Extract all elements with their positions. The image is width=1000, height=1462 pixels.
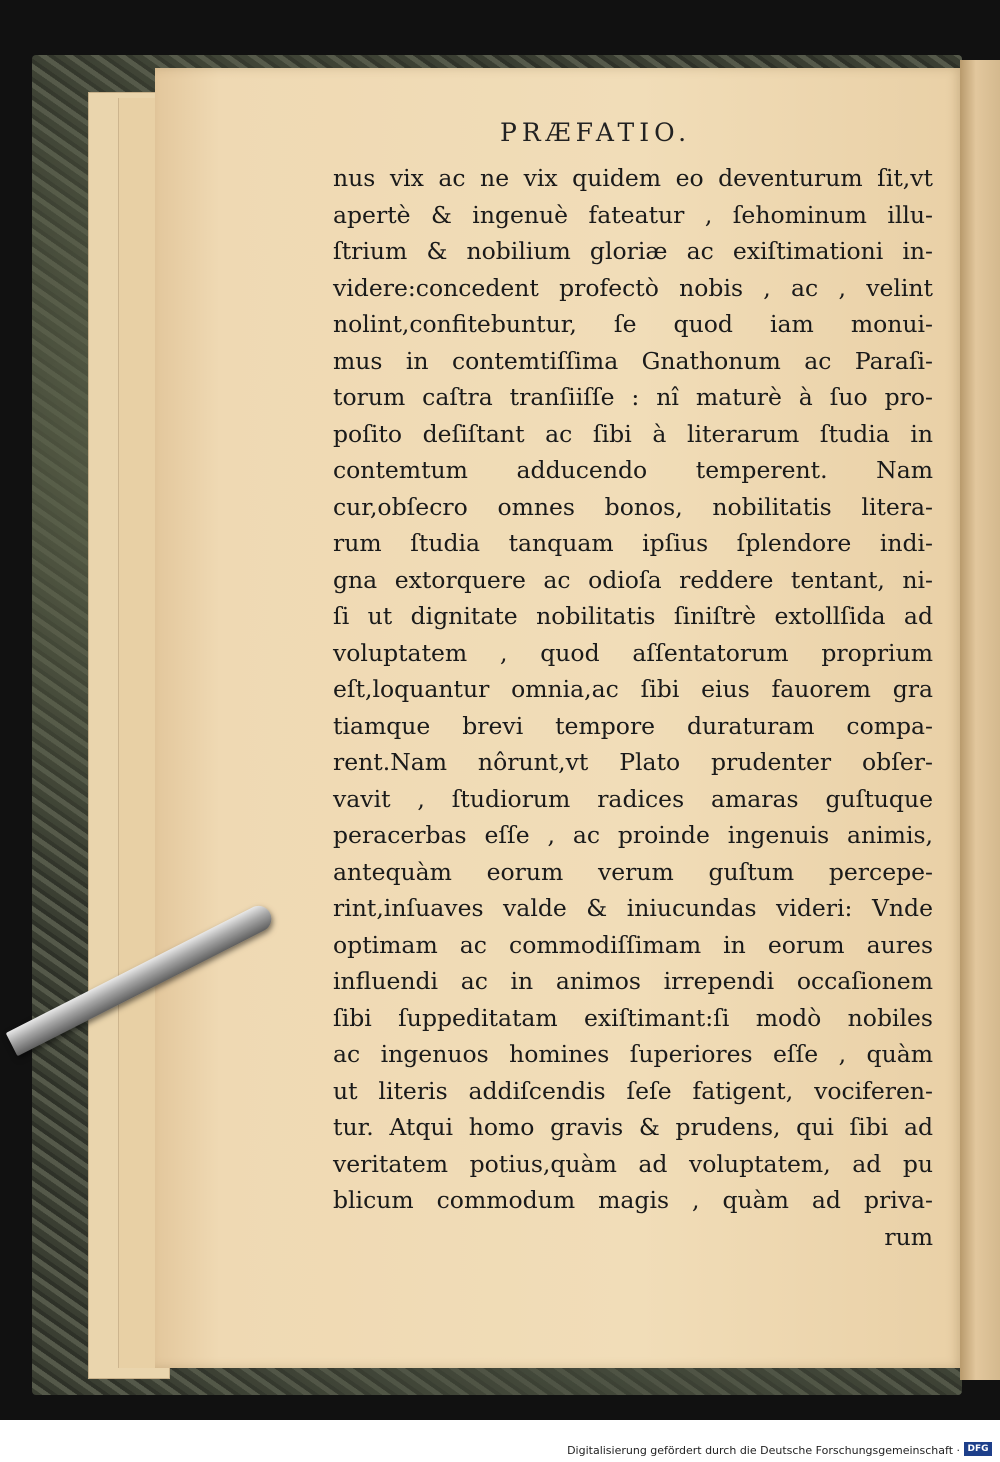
text-line: videre:concedent profectò nobis , ac , velint bbox=[333, 273, 933, 302]
text-line: ſtrium & nobilium gloriæ ac exiſtimationi in- bbox=[333, 237, 933, 265]
text-line: ut literis addiſcendis ſeſe fatigent, vociferen- bbox=[333, 1076, 933, 1105]
text-line: optimam ac commodiſſimam in eorum aures bbox=[333, 930, 933, 959]
footer-credit: Digitalisierung gefördert durch die Deutsche Forschungsgemeinschaft · bbox=[567, 1444, 960, 1457]
text-line: eſt,loquantur omnia,ac ſibi eius fauorem gra bbox=[333, 675, 933, 703]
text-line: cur,obſecro omnes bonos, nobilitatis litera- bbox=[333, 492, 933, 521]
body-text bbox=[333, 160, 933, 1255]
dfg-logo: DFG bbox=[964, 1442, 992, 1456]
text-line: vavit , ſtudiorum radices amaras guſtuque bbox=[333, 784, 933, 813]
text-line: nolint,confitebuntur, ſe quod iam monui- bbox=[333, 310, 933, 338]
text-line: poſito deſiſtant ac ſibi à literarum ſtudia in bbox=[333, 419, 933, 448]
text-line: ſi ut dignitate nobilitatis ſiniſtrè extollſida ad bbox=[333, 602, 933, 630]
facing-page-edge bbox=[960, 60, 1000, 1380]
text-line: peracerbas eſſe , ac proinde ingenuis animis, bbox=[333, 821, 933, 849]
text-line: mus in contemtiſſima Gnathonum ac Paraſi- bbox=[333, 346, 933, 375]
text-line: tiamque brevi tempore duraturam compa- bbox=[333, 711, 933, 740]
text-line: apertè & ingenuè fateatur , ſehominum illu- bbox=[333, 200, 933, 229]
text-line: nus vix ac ne vix quidem eo deventurum ſit,vt bbox=[333, 164, 933, 192]
text-line: ſibi ſuppeditatam exiſtimant:ſi modò nobiles bbox=[333, 1003, 933, 1032]
text-line: voluptatem , quod aſſentatorum proprium bbox=[333, 638, 933, 667]
catchword: rum bbox=[884, 1222, 933, 1251]
text-line: gna extorquere ac odioſa reddere tentant, ni- bbox=[333, 565, 933, 594]
text-line: influendi ac in animos irrependi occaſionem bbox=[333, 967, 933, 995]
text-line: torum caſtra tranſiiſſe : nî maturè à ſuo pro- bbox=[333, 383, 933, 411]
text-line: tur. Atqui homo gravis & prudens, qui ſibi ad bbox=[333, 1113, 933, 1141]
text-line: contemtum adducendo temperent. Nam bbox=[333, 456, 933, 484]
text-line: blicum commodum magis , quàm ad priva- bbox=[333, 1186, 933, 1214]
text-line: veritatem potius,quàm ad voluptatem, ad pu bbox=[333, 1149, 933, 1178]
running-title: PRÆFATIO. bbox=[500, 118, 692, 147]
text-line: rent.Nam nôrunt,vt Plato prudenter obſer- bbox=[333, 748, 933, 776]
text-line: rint,inſuaves valde & iniucundas videri: Vnde bbox=[333, 894, 933, 922]
text-line: rum ſtudia tanquam ipſius ſplendore indi- bbox=[333, 529, 933, 557]
text-line: antequàm eorum verum guſtum percepe- bbox=[333, 857, 933, 886]
text-line: ac ingenuos homines ſuperiores eſſe , quàm bbox=[333, 1040, 933, 1068]
footer-bar bbox=[0, 1420, 1000, 1462]
